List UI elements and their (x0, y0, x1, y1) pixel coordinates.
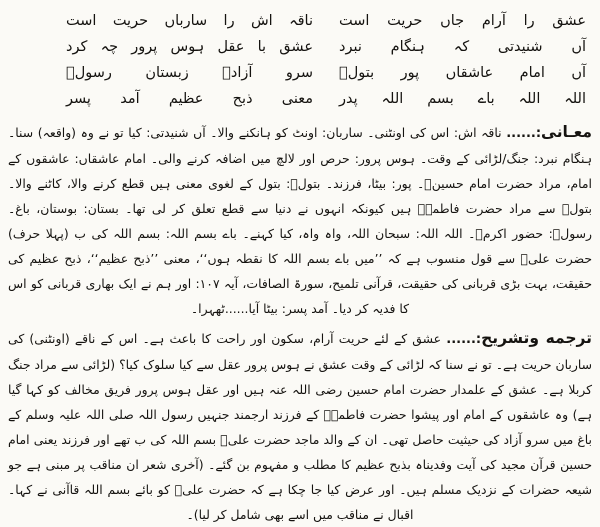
tashreeh-body: عشق کے لئے حریت آرام، سکون اور راحت کا باعث ہے۔ اس کے ناقے (اونٹنی) کی ساربان حریت ہے۔ تو نے سنا کہ لڑائی کے وقت عشق نے ہوس پرور عقل سے کیا سلوک کیا؟ (لڑائی سے مراد جنگ کربلا ہے۔ عشق کے علمدار حضرت امام حسین رضی اللہ عنہ ہیں اور عقل ہوس پرور فریق مخالف کو کہا گیا ہے) وہ عاشقوں کے امام اور پیشوا حضرت فاطمہؓ کے فرزند ارجمند جنہیں رسول اللہ صلی اللہ علیہ وسلم کے باغ میں سرو آزاد کی حیثیت حاصل تھی۔ ان کے والد ماجد حضرت علیؓ بسم اللہ کی ب تھے اور فرزند یعنی امام حسین قرآن مجید کی آیت وفدیناہ بذبح عظیم کا مطلب و مفہوم بن گئے۔ (آخری شعر ان مناقب پر مبنی ہے جو شیعہ حضرات کے نزدیک مسلم ہیں۔ اور عرض کیا جا چکا ہے کہ حضرت علیؓ کو بائے بسم اللہ قاآنی نے کہا۔ اقبال نے مناقب میں اسے بھی شامل کر لیا)۔ (8, 331, 592, 522)
poem-couplet (66, 86, 586, 112)
hemistich-second: ناقہ اش را سارباں حریت است (66, 13, 313, 29)
maani-separator: :...... (506, 126, 542, 141)
poem-couplet (66, 8, 586, 34)
tashreeh-section (8, 326, 592, 527)
poem-couplet (66, 60, 586, 86)
hemistich-first: عشق را آرام جاں حریت است (339, 13, 586, 29)
hemistich-second: سرو آزادے زبستان رسولؐ (66, 65, 313, 81)
hemistich-first: اللہ اللہ باے بسم اللہ پدر (339, 91, 586, 107)
hemistich-second: عشق با عقل ہوس پرور چہ کرد (66, 39, 313, 55)
hemistich-first: آں امام عاشقاں پور بتولؓ (339, 65, 586, 81)
hemistich-second: معنی ذبح عظیم آمد پسر (66, 91, 313, 107)
poem-section (8, 6, 592, 114)
hemistich-first: آں شنیدتی کہ ہنگام نبرد (339, 39, 586, 55)
maani-section (8, 120, 592, 321)
maani-heading: معـانی (541, 123, 592, 141)
tashreeh-separator: :...... (446, 332, 482, 347)
poem-couplet (66, 34, 586, 60)
maani-body: ناقہ اش: اس کی اونٹنی۔ ساربان: اونٹ کو ہانکنے والا۔ آں شنیدتی: کیا تو نے وہ (واقعہ) سنا۔ ہنگام نبرد: جنگ/لڑائی کے وقت۔ ہوس پرور: حرص اور لالچ میں اضافہ کرنے والی۔ امام عاشقاں: عاشقوں کے امام، مراد حضرت امام حسینؓ۔ پور: بیٹا، فرزند۔ بتولؓ: بتول کے لغوی معنی ہیں قطع کرنے والا، کاٹنے والا۔ بتولؓ سے مراد حضرت فاطمہؓ ہیں کیونکہ انہوں نے دنیا سے قطع تعلق کر لی تھا۔ بستان: بوستان، باغ۔ رسولؐ: حضور اکرمؐ۔ اللہ اللہ: سبحان اللہ، واہ واہ، کیا کہنے۔ باے بسم اللہ: بسم اللہ کی ب (پہلا حرف) حضرت علیؓ سے قول منسوب ہے کہ ’’میں باے بسم اللہ کا نقطہ ہوں‘‘، معنی ’’ذبح عظیم‘‘، ذبح عظیم کی حقیقت، بہت بڑی قربانی کی حقیقت، قرآنی تلمیح، سورۃ الصافات، آیہ ۱۰۷: اور ہم نے ایک بھاری قربانی کو اس کا فدیہ کر دیا۔ آمد پسر: بیٹا آیا......ٹھہرا۔ (8, 125, 592, 316)
tashreeh-heading: ترجمه وتشریح (481, 329, 592, 347)
